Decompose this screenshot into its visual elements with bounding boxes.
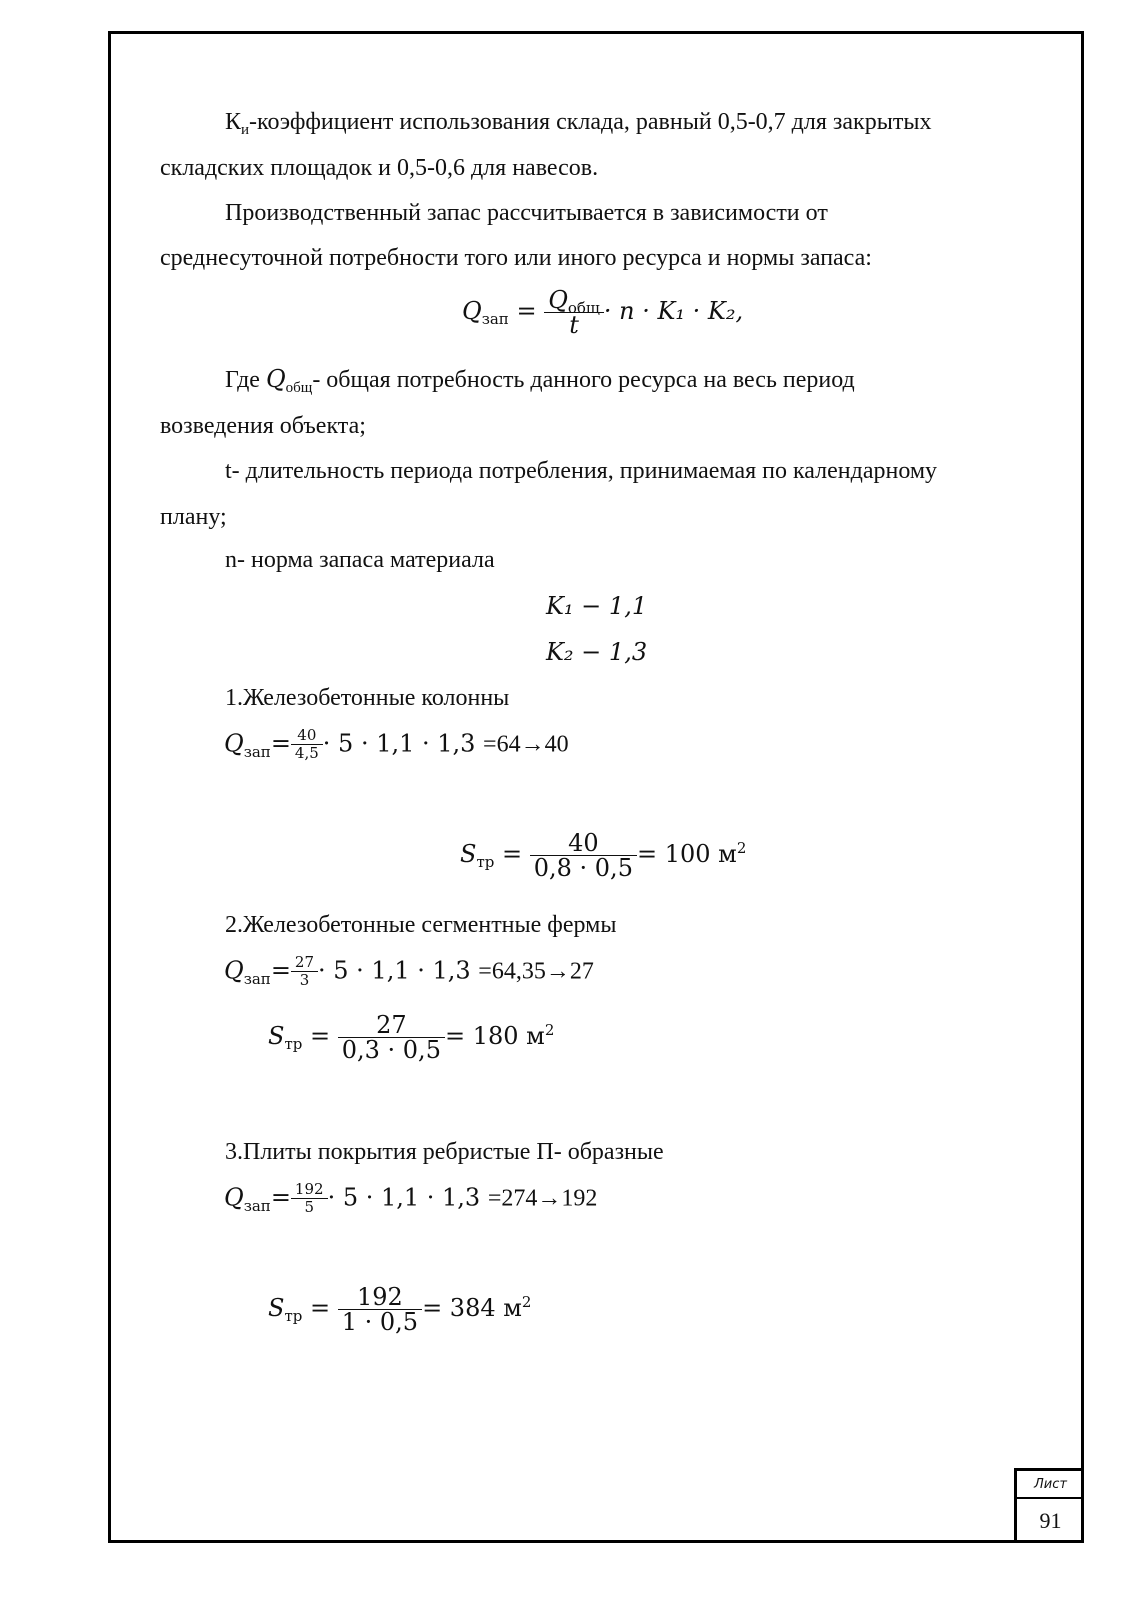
paragraph-line: Производственный запас рассчитывается в зависимости от	[225, 200, 828, 226]
where-line: Где $Q_{общ}-$ общая потребность данного ресурса на весь период	[225, 365, 855, 397]
k2-value: K₂ − 1,3	[546, 638, 648, 666]
s-calculation: $S_{тр}$ = $\frac{27}{0,3 \cdot 0,5}$ = 180 $м^2$	[268, 1011, 555, 1064]
paragraph-line: n- норма запаса материала	[225, 547, 495, 573]
q-calculation: $Q_{зап}=$ $\frac{40}{4,5}$ · 5 · 1,1 · 1,3 =64→40	[224, 726, 569, 763]
section-heading: 1.Железобетонные колонны	[225, 685, 510, 711]
s-calculation: $S_{тр}$ = $\frac{192}{1 \cdot 0,5}$ = 384 $м^2$	[268, 1283, 532, 1336]
q-calculation: $Q_{зап}=$ $\frac{192}{5}$ · 5 · 1,1 · 1,3 =274→192	[224, 1180, 598, 1217]
k-coefficient-line	[225, 109, 932, 139]
section-heading: 2.Железобетонные сегментные фермы	[225, 912, 617, 938]
k-description: -коэффициент использования склада, равный 0,5-0,7 для закрытых	[249, 109, 932, 135]
q-calculation: $Q_{зап}=$ $\frac{27}{3}$ · 5 · 1,1 · 1,3 =64,35→27	[224, 953, 594, 990]
k1-value: K₁ − 1,1	[546, 592, 648, 620]
sheet-stamp	[1014, 1468, 1084, 1543]
k-subscript: и	[241, 122, 250, 139]
paragraph-line: плану;	[160, 504, 227, 530]
paragraph-line: среднесуточной потребности того или иного ресурса и нормы запаса:	[160, 245, 872, 271]
page-number: 91	[1039, 1508, 1062, 1533]
paragraph-line: t- длительность периода потребления, принимаемая по календарному	[225, 458, 938, 484]
paragraph-line: возведения объекта;	[160, 413, 366, 439]
sheet-label: Лист	[1017, 1471, 1084, 1499]
section-heading: 3.Плиты покрытия ребристые П- образные	[225, 1139, 664, 1165]
stock-formula: $Q_{зап}$ = $\frac{Q_{общ}}{t}$ · n · K₁ · K₂,	[462, 286, 744, 339]
k-symbol: К	[225, 109, 242, 135]
paragraph-line: складских площадок и 0,5-0,6 для навесов.	[160, 155, 599, 181]
s-calculation: $S_{тр}$ = $\frac{40}{0,8 \cdot 0,5}$ = 100 $м^2$	[460, 829, 747, 882]
formula-fraction: $\frac{Q_{общ}}{t}$	[544, 288, 604, 337]
